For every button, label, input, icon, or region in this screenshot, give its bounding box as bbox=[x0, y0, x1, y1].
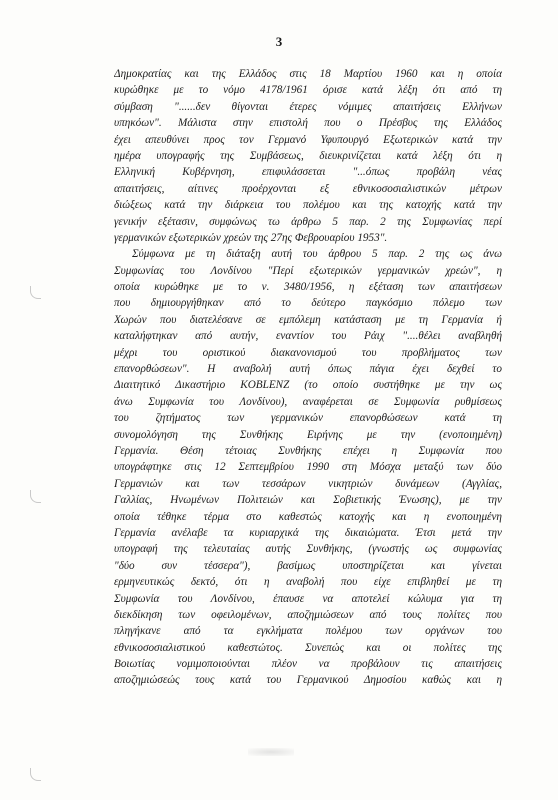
text-line: Δημοκρατίας και της Ελλάδος στις 18 Μαρτίου 1960 και η οποία bbox=[114, 68, 502, 80]
text-line: Συμφωνίας του Λονδίνου "Περί εξωτερικών γερμανικών χρεών", η bbox=[114, 264, 502, 277]
text-line: Γερμανιών και των τεσσάρων νικητριών δυνάμεων (Αγγλίας, bbox=[114, 477, 502, 490]
text-line: διώξεως κατά την διάρκεια του πολέμου και της κατοχής κατά την bbox=[114, 199, 502, 212]
text-line: συνομολόγηση της Συνθήκης Ειρήνης με την (ενοποιημένη) bbox=[114, 428, 502, 441]
text-line: Χωρών που διατελέσανε σε εμπόλεμη κατάσταση με τη Γερμανία ή bbox=[114, 313, 502, 326]
text-line: ημέρα υπογραφής της Συμβάσεως, διευκρινίζεται κατά λέξη ότι η bbox=[114, 149, 502, 162]
text-line: γενικήν εξέτασιν, συμφώνως τω άρθρω 5 παρ. 2 της Συμφωνίας περί bbox=[114, 215, 502, 228]
text-line: πληγήκανε από τα εγκλήματα πολέμου των οργάνων του bbox=[114, 625, 502, 638]
text-line: εθνικοσοσιαλιστικού καθεστώτος. Συνεπώς και οι πολίτες της bbox=[114, 641, 502, 654]
text-line: μέχρι του οριστικού διακανονισμού του προβλήματος των bbox=[114, 346, 502, 359]
document-body bbox=[114, 66, 502, 689]
text-line: του ζητήματος των γερμανικών επανορθώσεων κατά τη bbox=[114, 412, 502, 425]
text-line: υπηκόων". Μάλιστα στην επιστολή που ο Πρέσβυς της Ελλάδος bbox=[114, 117, 502, 130]
text-line: απαιτήσεις, αίτινες προέρχονται εξ εθνικοσοσιαλιστικών μέτρων bbox=[114, 182, 502, 195]
text-line: επανορθώσεων". Η αναβολή αυτή όπως πάγια έχει δεχθεί το bbox=[114, 363, 502, 376]
text-line: ερμηνευτικώς δεκτό, ότι η αναβολή που είχε επιβληθεί με τη bbox=[114, 576, 502, 589]
text-line: Γερμανία ανέλαβε τα κυριαρχικά της δικαιώματα. Έτσι μετά την bbox=[114, 526, 502, 539]
paragraph-start-line: Σύμφωνα με τη διάταξη αυτή του άρθρου 5 παρ. 2 της ως άνω bbox=[132, 248, 502, 261]
text-line: έχει απευθύνει προς τον Γερμανό Υφυπουργό Εξωτερικών κατά την bbox=[114, 133, 502, 146]
text-line: άνω Συμφωνία του Λονδίνου), αναφέρεται σε Συμφωνία ρυθμίσεως bbox=[114, 395, 502, 408]
text-line: οποία τέθηκε τέρμα στο καθεστώς κατοχής και η ενοποιημένη bbox=[114, 510, 502, 523]
binding-hole-mark bbox=[30, 490, 41, 503]
text-line: αποζημιώσεώς τους κατά του Γερμανικού Δημοσίου καθώς και η bbox=[114, 674, 502, 687]
text-line: σύμβαση "......δεν θίγονται έτερες νόμιμες απαιτήσεις Ελλήνων bbox=[114, 100, 502, 113]
text-line: "δύο συν τέσσερα"), βασίμως υποστηρίζεται και γίνεται bbox=[114, 559, 502, 572]
text-line: γερμανικών εξωτερικών χρεών της 27ης Φεβρουαρίου 1953". bbox=[114, 231, 388, 244]
text-line: Ελληνική Κυβέρνηση, επιφυλάσσεται "...όπως προβάλη νέας bbox=[114, 166, 502, 179]
text-line: υπογραφή της τελευταίας αυτής Συνθήκης, (γνωστής ως συμφωνίας bbox=[114, 543, 502, 556]
text-line: υπογράφτηκε στις 12 Σεπτεμβρίου 1990 στη Μόσχα μεταξύ των δύο bbox=[114, 461, 502, 474]
text-line: Διαιτητικό Δικαστήριο KOBLENZ (το οποίο συστήθηκε με την ως bbox=[114, 379, 502, 392]
page-number: 3 bbox=[275, 34, 283, 49]
text-line: διεκδίκηση των οφειλομένων, αποζημιώσεων από τους πολίτες που bbox=[114, 608, 502, 621]
text-line: οποία κυρώθηκε με το ν. 3480/1956, η εξέταση των απαιτήσεων bbox=[114, 281, 502, 294]
binding-hole-mark bbox=[30, 768, 41, 781]
text-line: κυρώθηκε με το νόμο 4178/1961 όρισε κατά λέξη ότι από τη bbox=[114, 84, 502, 97]
text-line: που δημιουργήθηκαν από το δεύτερο παγκόσμιο πόλεμο των bbox=[114, 297, 502, 310]
text-line: Γαλλίας, Ηνωμένων Πολιτειών και Σοβιετικής Ένωσης), με την bbox=[114, 494, 502, 507]
scan-smudge bbox=[248, 748, 294, 756]
text-line: Βοιωτίας νομιμοποιούνται πλέον να προβάλουν τις απαιτήσεις bbox=[114, 658, 502, 671]
text-line: Γερμανία. Θέση τέτοιας Συνθήκης επέχει η Συμφωνία που bbox=[114, 444, 502, 457]
text-line: καταλήφτηκαν από αυτήν, εναντίον του Ράιχ "....θέλει αναβληθή bbox=[114, 330, 502, 343]
text-line: Συμφωνία του Λονδίνου, έπαυσε να αποτελεί κώλυμα για τη bbox=[114, 592, 502, 605]
binding-hole-mark bbox=[30, 286, 41, 299]
